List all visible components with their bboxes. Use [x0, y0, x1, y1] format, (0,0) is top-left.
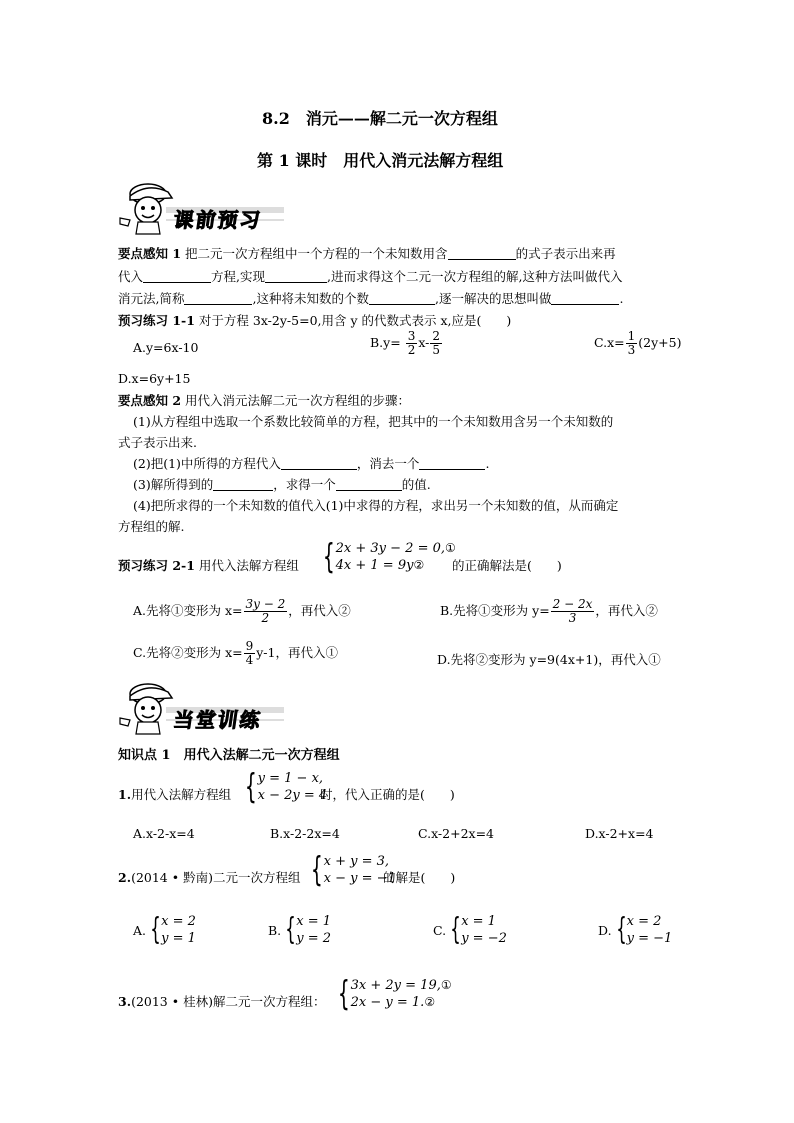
option-letter: D.: [598, 922, 612, 938]
equation-2-text: 2x − y = 1.: [350, 995, 425, 1010]
key-point-1-line-1: [118, 244, 616, 262]
option-a-suffix: ，再代入②: [288, 603, 351, 618]
question-1-tail: 时，代入正确的是( ): [320, 787, 455, 802]
equation-1-text: 3x + 2y = 19,: [350, 978, 441, 993]
denominator: 3: [568, 611, 577, 625]
practice-1-1-option-c[interactable]: [594, 330, 681, 357]
left-brace: {: [285, 912, 296, 947]
practice-1-1-option-d[interactable]: D.x=6y+15: [118, 371, 191, 386]
key-point-2-label: 要点感知 2: [118, 393, 182, 408]
option-b-prefix: B.y=: [370, 335, 401, 350]
step-4-line-2: 方程组的解.: [118, 519, 185, 534]
solution-y: y = 2: [296, 931, 332, 946]
key-point-1-text-b: 的式子表示出来再: [515, 246, 616, 261]
denominator: 2: [261, 611, 270, 625]
step-3: [133, 475, 431, 493]
practice-2-1-option-a[interactable]: [133, 598, 351, 625]
left-brace: {: [337, 974, 350, 1014]
equation-2: x − 2y = 4: [257, 788, 328, 803]
solution-x: x = 2: [161, 914, 196, 929]
question-1-stem: [118, 785, 231, 803]
fraction: [244, 640, 256, 667]
key-point-1-text-d: 方程,实现: [211, 269, 265, 284]
answer-blank[interactable]: [551, 290, 619, 305]
solution-y: y = −1: [626, 931, 673, 946]
equation-1: [351, 977, 452, 994]
practice-1-1-option-a[interactable]: A.y=6x-10: [133, 340, 199, 355]
solution-y: y = −2: [461, 931, 507, 946]
practice-2-1-label: 预习练习 2-1: [118, 558, 195, 573]
answer-blank[interactable]: [143, 268, 211, 283]
option-letter: A.: [133, 922, 147, 938]
step-1-line-2: 式子表示出来.: [118, 435, 197, 450]
key-point-1-text-g: ,这种将未知数的个数: [252, 291, 369, 306]
answer-blank[interactable]: [213, 476, 273, 491]
key-point-1-text-i: .: [619, 291, 624, 306]
question-number: 3.: [118, 994, 132, 1009]
option-letter: B.: [268, 922, 282, 938]
lesson-title: 第 1 课时 用代入消元法解方程组: [257, 151, 504, 170]
numerator: 3y − 2: [245, 597, 286, 611]
numerator: 2: [432, 329, 441, 343]
key-point-1-line-2: [118, 267, 622, 285]
answer-blank[interactable]: [336, 476, 402, 491]
equation-2: x − y = −1: [323, 871, 396, 886]
circled-1: ①: [440, 978, 452, 992]
step-4-line-1: (4)把所求得的一个未知数的值代入(1)中求得的方程，求出另一个未知数的值，从而确定: [133, 498, 619, 513]
step-2: [133, 454, 489, 472]
option-b-suffix: ，再代入②: [595, 603, 658, 618]
question-2-option-c[interactable]: [433, 913, 507, 947]
step-3-text-c: 的值.: [401, 477, 431, 492]
option-c-prefix: C.先将②变形为 x=: [133, 645, 243, 660]
left-brace: {: [322, 537, 335, 577]
key-point-1-label: 要点感知 1: [118, 246, 182, 261]
equation-2-text: 4x + 1 = 9y: [335, 558, 414, 573]
option-c-suffix: (2y+5): [638, 335, 682, 350]
section-title: 8.2 消元——解二元一次方程组: [262, 109, 498, 128]
question-3-stem: [118, 992, 325, 1010]
question-3-system: [333, 974, 452, 1014]
denominator: 4: [245, 653, 254, 667]
key-point-2-intro: 用代入消元法解二元一次方程组的步骤：: [185, 393, 411, 408]
key-point-1-text-c: 代入: [118, 269, 144, 284]
question-2-tail: 的解是( ): [383, 870, 456, 885]
equation-1: x + y = 3,: [323, 854, 390, 869]
option-c-suffix: y-1，再代入①: [256, 645, 338, 660]
practice-2-1-text: 用代入法解方程组: [198, 558, 299, 573]
solution-y: y = 1: [161, 931, 196, 946]
option-letter: C.: [433, 922, 447, 938]
question-1-pre: 用代入法解方程组: [131, 787, 232, 802]
equation-1-text: 2x + 3y − 2 = 0,: [335, 541, 446, 556]
answer-blank[interactable]: [184, 290, 252, 305]
circled-1: ①: [445, 541, 456, 555]
answer-blank[interactable]: [265, 268, 327, 283]
answer-blank[interactable]: [369, 290, 435, 305]
key-point-1-text-e: ,进而求得这个二元一次方程组的解,这种方法叫做代入: [327, 269, 623, 284]
question-2-stem: [118, 868, 300, 886]
equation-2: [351, 994, 452, 1011]
answer-blank[interactable]: [419, 455, 485, 470]
equation-1: [336, 540, 456, 557]
equation-2: [336, 557, 456, 574]
banner-class-training: [116, 680, 286, 735]
step-3-text-b: ，求得一个: [273, 477, 336, 492]
fraction: [406, 330, 418, 357]
banner-preview-text: 课前预习: [172, 208, 264, 232]
denominator: 3: [627, 343, 636, 357]
answer-blank[interactable]: [281, 455, 357, 470]
denominator: 2: [407, 343, 416, 357]
numerator: 2 − 2x: [552, 597, 593, 611]
key-point-1-line-3: [118, 289, 623, 307]
question-2-option-d[interactable]: [598, 913, 672, 947]
left-brace: {: [150, 912, 161, 947]
option-c-prefix: C.x=: [594, 335, 625, 350]
banner-class-training-text: 当堂训练: [172, 708, 264, 732]
question-1-system: [240, 767, 328, 807]
fraction: [430, 330, 442, 357]
left-brace: {: [244, 767, 257, 807]
option-b-prefix: B.先将①变形为 y=: [440, 603, 550, 618]
question-1-option-b[interactable]: B.x-2-2x=4: [270, 826, 340, 841]
numerator: 3: [407, 329, 416, 343]
knowledge-point-1: 知识点 1 用代入法解二元一次方程组: [118, 748, 340, 763]
practice-1-1-label: 预习练习 1-1: [118, 313, 195, 328]
equation-1: y = 1 − x,: [257, 771, 324, 786]
key-point-2: [118, 391, 410, 409]
left-brace: {: [450, 912, 461, 947]
question-3-pre: (2013 • 桂林)解二元一次方程组：: [131, 994, 326, 1009]
question-2-option-b[interactable]: [268, 913, 331, 947]
circled-2: ②: [413, 558, 425, 572]
step-3-text-a: (3)解所得到的: [133, 477, 214, 492]
key-point-1-text-h: ,逐一解决的思想叫做: [434, 291, 552, 306]
fraction: [244, 598, 288, 625]
practice-1-1-stem: 对于方程 3x-2y-5=0,用含 y 的代数式表示 x,应是( ): [198, 313, 512, 328]
answer-blank[interactable]: [448, 245, 516, 260]
banner-preview: [116, 180, 286, 235]
practice-1-1: [118, 311, 511, 329]
practice-2-1-option-d[interactable]: D.先将②变形为 y=9(4x+1)，再代入①: [437, 652, 661, 667]
numerator: 1: [627, 329, 636, 343]
question-2-pre: (2014 • 黔南)二元一次方程组: [131, 870, 301, 885]
solution-x: x = 2: [626, 914, 662, 929]
fraction: [626, 330, 638, 357]
question-1-option-c[interactable]: C.x-2+2x=4: [418, 826, 495, 841]
key-point-1-text-f: 消元法,简称: [118, 291, 185, 306]
practice-2-1-system: [318, 537, 456, 577]
option-b-mid: x-: [418, 335, 430, 350]
solution-x: x = 1: [461, 914, 496, 929]
step-2-text-c: .: [485, 456, 490, 471]
left-brace: {: [310, 850, 323, 890]
solution-x: x = 1: [296, 914, 332, 929]
practice-2-1-option-b[interactable]: [440, 598, 658, 625]
step-2-text-b: ，消去一个: [356, 456, 420, 471]
practice-2-1-option-c[interactable]: [133, 640, 338, 667]
question-2-option-a[interactable]: [133, 913, 196, 947]
question-number: 2.: [118, 870, 132, 885]
option-a-prefix: A.先将①变形为 x=: [133, 603, 243, 618]
key-point-1-text-a: 把二元一次方程组中一个方程的一个未知数用含: [185, 246, 448, 261]
step-1-line-1: (1)从方程组中选取一个系数比较简单的方程，把其中的一个未知数用含另一个未知数的: [133, 414, 614, 429]
question-1-option-d[interactable]: D.x-2+x=4: [585, 826, 654, 841]
left-brace: {: [615, 912, 627, 947]
numerator: 9: [245, 639, 254, 653]
fraction: [551, 598, 595, 625]
practice-2-1-tail: 的正确解法是( ): [452, 558, 562, 573]
circled-2: ②: [424, 995, 436, 1009]
practice-1-1-option-b[interactable]: [370, 330, 443, 357]
denominator: 5: [432, 343, 441, 357]
practice-2-1-stem: [118, 556, 299, 574]
step-2-text-a: (2)把(1)中所得的方程代入: [133, 456, 281, 471]
question-number: 1.: [118, 787, 132, 802]
question-1-option-a[interactable]: A.x-2-x=4: [133, 826, 195, 841]
